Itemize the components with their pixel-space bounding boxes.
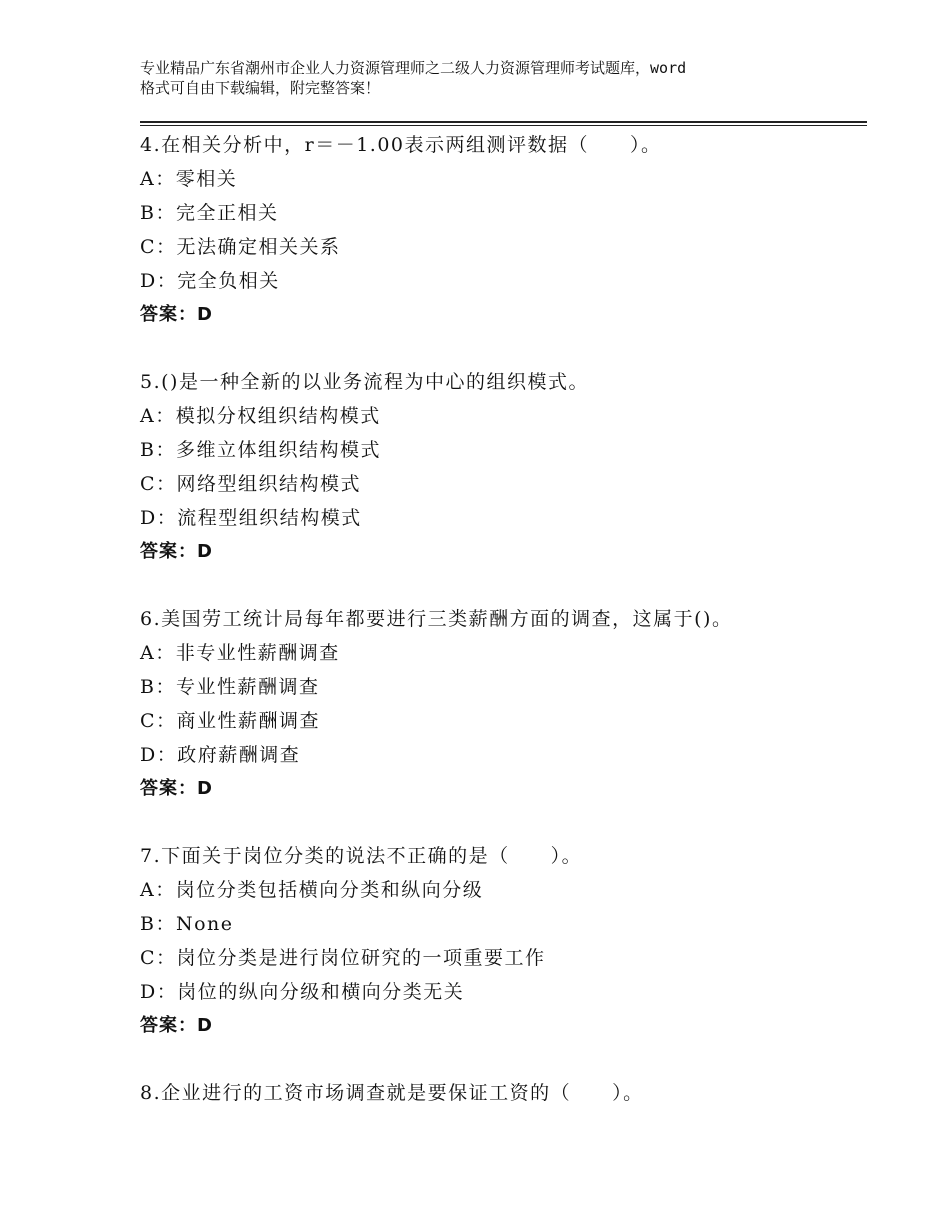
option-b: B：None [140, 913, 234, 935]
option-c: C：商业性薪酬调查 [140, 710, 321, 732]
answer-label: 答案：D [140, 1015, 213, 1036]
option-c: C：无法确定相关关系 [140, 236, 341, 258]
option-d: D：流程型组织结构模式 [140, 507, 362, 529]
question-stem: 8.企业进行的工资市场调查就是要保证工资的（ ）。 [140, 1082, 644, 1104]
question-list [140, 128, 867, 1143]
answer-label: 答案：D [140, 304, 213, 325]
option-d: D：岗位的纵向分级和横向分类无关 [140, 981, 465, 1003]
answer-label: 答案：D [140, 541, 213, 562]
header-title-line-1: 专业精品广东省潮州市企业人力资源管理师之二级人力资源管理师考试题库，word [140, 59, 687, 77]
question-7 [140, 839, 867, 1043]
question-8 [140, 1076, 867, 1110]
option-c: C：网络型组织结构模式 [140, 473, 362, 495]
header-title-line-2: 格式可自由下载编辑，附完整答案！ [140, 79, 381, 97]
question-5 [140, 365, 867, 569]
option-d: D：政府薪酬调查 [140, 744, 301, 766]
option-a: A：零相关 [140, 168, 238, 190]
page-header [140, 58, 840, 98]
option-b: B：完全正相关 [140, 202, 279, 224]
option-b: B：专业性薪酬调查 [140, 676, 320, 698]
option-c: C：岗位分类是进行岗位研究的一项重要工作 [140, 947, 546, 969]
question-6 [140, 602, 867, 806]
question-stem: 6.美国劳工统计局每年都要进行三类薪酬方面的调查，这属于()。 [140, 608, 733, 630]
option-b: B：多维立体组织结构模式 [140, 439, 381, 461]
question-4 [140, 128, 867, 332]
option-a: A：非专业性薪酬调查 [140, 642, 340, 664]
option-a: A：模拟分权组织结构模式 [140, 405, 381, 427]
question-stem: 7.下面关于岗位分类的说法不正确的是（ ）。 [140, 845, 583, 867]
option-a: A：岗位分类包括横向分类和纵向分级 [140, 879, 484, 901]
option-d: D：完全负相关 [140, 270, 280, 292]
answer-label: 答案：D [140, 778, 213, 799]
question-stem: 4.在相关分析中，r＝－1.00表示两组测评数据（ ）。 [140, 134, 662, 156]
header-divider-thick [140, 121, 867, 123]
question-stem: 5.()是一种全新的以业务流程为中心的组织模式。 [140, 371, 589, 393]
header-divider-thin [140, 125, 867, 126]
